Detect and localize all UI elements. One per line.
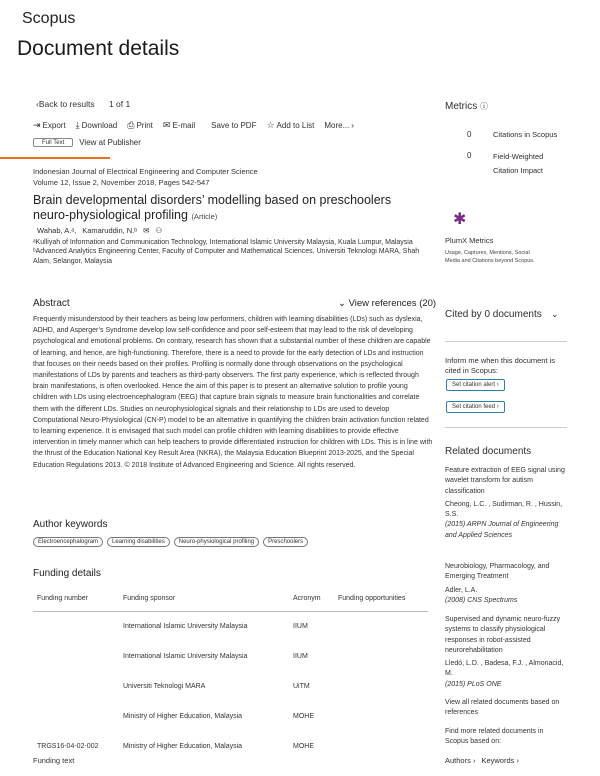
fwci-label-line: Field-Weighted bbox=[493, 152, 544, 161]
related-heading: Related documents bbox=[445, 446, 532, 457]
journal-info bbox=[33, 166, 258, 188]
scopus-brand[interactable]: Scopus bbox=[22, 10, 76, 27]
author-keywords-heading: Author keywords bbox=[33, 519, 108, 530]
export-button[interactable] bbox=[33, 120, 66, 131]
related-authors: Lledó, L.D. , Badesa, F.J. , Almonacid, M. bbox=[445, 660, 564, 678]
funding-number bbox=[33, 701, 119, 731]
view-all-related-link[interactable]: View all related documents based on references bbox=[445, 699, 560, 716]
funding-number: TRGS16-04-02-002 bbox=[37, 742, 99, 750]
authors bbox=[37, 226, 162, 235]
add-to-list-button[interactable] bbox=[266, 120, 314, 131]
plumx-heading[interactable]: PlumX Metrics bbox=[445, 236, 494, 245]
view-references-toggle[interactable] bbox=[338, 298, 436, 309]
related-title[interactable]: Supervised and dynamic neuro-fuzzy systems to classify physiological responses in robot-assisted neurorehabilitation bbox=[445, 616, 561, 654]
abstract-text: Frequently misunderstood by their teachers as being low performers, children with learning disabilities (LDs) such as dyslexia, ADHD, and Asperger’s Syndrome develop low self-confidence and poor self-esteem that may lead to the risk of developing psychological and emotional problems. On contrary, research has shown that a substantial number of these children are capable of learning, and hence, are high-functioning. Therefore, there is a need to provide for the early detection of LDs and instruction that focuses on their needs based on their profiles. Profiling is normally done through observations on the psychological manifestations of LDs by parents and teachers as third-party observers. The first party experience, which is reflected through brain manifestations, is often overlooked. Hence the aim of this paper is to present an alternative solution to profile young children with LDs using electroencephalogram (EEG) that capture brain signals to measure brain functionalities and correlate them with the different LDs. Studies on neurophysiological signals and their relationship to LDs are used to develop Computational Neuro-Physiological (CN-P) model to be an alternative in quantifying the children brain activation function related to learning experience. It is envisaged that such model can profile children with learning disabilities to provide effective intervention in timely manner which can help teachers to provide differentiated instruction for children with LDs. This is in line with the thrust of the Education National Key Result Area (NKRA), the Malaysia Education Blueprint 2013-2025, and the Special Education Regulations 2013. © 2018 Institute of Advanced Engineering and Science. All rights reserved. bbox=[33, 316, 433, 469]
alert-label: Set citation alert bbox=[452, 382, 496, 388]
journal-issue: Volume 12, Issue 2, November 2018, Pages 542-547 bbox=[33, 178, 210, 187]
funding-sponsor: Ministry of Higher Education, Malaysia bbox=[123, 742, 243, 750]
download-button[interactable] bbox=[76, 120, 118, 131]
find-more-links bbox=[445, 756, 519, 765]
plumx-icon[interactable]: ✱ bbox=[453, 211, 467, 228]
keyword-list bbox=[33, 537, 308, 547]
export-label: Export bbox=[42, 121, 66, 130]
view-at-publisher-link[interactable]: View at Publisher bbox=[79, 138, 141, 147]
opportunities bbox=[334, 611, 428, 641]
funding-number bbox=[33, 611, 119, 641]
related-title[interactable]: Neurobiology, Pharmacology, and Emerging Treatment bbox=[445, 563, 550, 581]
sidebar-divider bbox=[445, 341, 567, 342]
funding-sponsor: Universiti Teknologi MARA bbox=[123, 682, 206, 690]
email-button[interactable] bbox=[163, 120, 195, 131]
table-row bbox=[33, 641, 428, 671]
opportunities bbox=[334, 641, 428, 671]
acronym: UiTM bbox=[293, 682, 310, 690]
keyword-chip[interactable]: Learning disabilities bbox=[107, 537, 170, 547]
affiliations bbox=[33, 238, 433, 266]
view-refs-label: View references (20) bbox=[348, 298, 437, 309]
more-label: More... bbox=[324, 121, 350, 130]
funding-table bbox=[33, 587, 428, 761]
add-list-label: Add to List bbox=[276, 121, 315, 130]
authors-link[interactable]: Authors › bbox=[445, 756, 476, 765]
affiliation: ᵃKulliyah of Information and Communication Technology, International Islamic University Malaysia, Kuala Lumpur, Malaysia bbox=[33, 239, 413, 246]
column-header: Funding sponsor bbox=[119, 587, 289, 611]
person-icon[interactable]: ⚇ bbox=[155, 226, 163, 235]
table-header-row bbox=[33, 587, 428, 611]
related-authors: Adler, L.A. bbox=[445, 586, 478, 594]
opportunities bbox=[334, 671, 428, 701]
set-citation-alert-button[interactable]: Set citation alert › bbox=[446, 379, 505, 391]
fwci-label-line: Citation Impact bbox=[493, 166, 544, 175]
divider bbox=[0, 157, 110, 159]
funding-sponsor: International Islamic University Malaysia bbox=[123, 652, 248, 660]
email-label: E-mail bbox=[172, 121, 196, 130]
abstract-heading: Abstract bbox=[33, 298, 70, 309]
related-source bbox=[445, 596, 565, 606]
citations-label: Citations in Scopus bbox=[493, 130, 558, 139]
result-nav bbox=[36, 99, 136, 109]
authors-label: Authors bbox=[445, 756, 471, 765]
funding-sponsor: International Islamic University Malaysia bbox=[123, 622, 248, 630]
fwci-label bbox=[493, 150, 543, 178]
related-source bbox=[445, 680, 565, 690]
pager: 1 of 1 bbox=[108, 99, 131, 109]
metrics-label: Metrics bbox=[445, 101, 478, 112]
funding-text-heading: Funding text bbox=[33, 756, 75, 765]
download-label: Download bbox=[81, 121, 118, 130]
info-icon[interactable]: ⓘ bbox=[480, 102, 489, 111]
set-citation-feed-button[interactable]: Set citation feed › bbox=[446, 401, 505, 413]
opportunities bbox=[334, 731, 428, 761]
journal-name[interactable]: Indonesian Journal of Electrical Engineering and Computer Science bbox=[33, 167, 258, 176]
fwci-value: 0 bbox=[467, 151, 472, 160]
related-authors: Cheong, L.C. , Sudirman, R. , Hussin, S.S. bbox=[445, 500, 563, 519]
find-more-text: Find more related documents in Scopus based on: bbox=[445, 728, 544, 745]
keywords-link[interactable]: Keywords › bbox=[481, 756, 519, 765]
feed-label: Set citation feed bbox=[452, 404, 496, 410]
document-type: (Article) bbox=[191, 212, 218, 221]
acronym: IIUM bbox=[293, 622, 308, 630]
funding-sponsor: Ministry of Higher Education, Malaysia bbox=[123, 712, 243, 720]
table-row bbox=[33, 671, 428, 701]
plumx-description: Usage, Captures, Mentions, Social Media and Citations beyond Scopus. bbox=[445, 250, 535, 265]
column-header: Funding opportunities bbox=[334, 587, 428, 611]
cited-by-heading: Cited by 0 documents bbox=[445, 309, 542, 320]
inform-text: Inform me when this document is cited in Scopus: bbox=[445, 356, 556, 375]
metrics-heading bbox=[445, 101, 488, 112]
sidebar-divider bbox=[445, 427, 567, 428]
author-link[interactable]: Wahab, A.ᵃ, bbox=[37, 226, 77, 235]
related-title[interactable]: Feature extraction of EEG signal using wavelet transform for autism classification bbox=[445, 467, 565, 495]
opportunities bbox=[334, 701, 428, 731]
back-label: Back to results bbox=[38, 99, 95, 109]
export-icon: ⇥ bbox=[33, 120, 41, 130]
title-text: Brain developmental disorders’ modelling based on preschoolers neuro-physiological profiling bbox=[33, 193, 392, 222]
fulltext-row bbox=[33, 138, 141, 147]
download-icon: ⤓ bbox=[75, 120, 80, 130]
keyword-chip[interactable]: Neuro-physiological profiling bbox=[174, 537, 259, 547]
funding-heading: Funding details bbox=[33, 568, 101, 579]
print-button[interactable] bbox=[127, 120, 153, 131]
related-source-text: (2015) PLoS ONE bbox=[445, 680, 502, 688]
keyword-chip[interactable]: Preschoolers bbox=[263, 537, 308, 547]
related-source-text: (2015) ARPN Journal of Engineering and Applied Sciences bbox=[445, 521, 559, 539]
save-pdf-button[interactable]: Save to PDF bbox=[211, 121, 257, 130]
acronym: IIUM bbox=[293, 652, 308, 660]
table-row bbox=[33, 611, 428, 641]
related-source bbox=[445, 520, 565, 541]
chevron-down-icon[interactable]: ⌄ bbox=[551, 309, 559, 319]
related-item bbox=[445, 562, 565, 606]
funding-number bbox=[33, 641, 119, 671]
page-title: Document details bbox=[17, 37, 180, 60]
chevron-right-icon: › bbox=[351, 121, 354, 130]
funding-number bbox=[33, 671, 119, 701]
more-button[interactable] bbox=[324, 121, 354, 130]
related-source-text: (2008) CNS Spectrums bbox=[445, 596, 518, 604]
column-header: Funding number bbox=[33, 587, 119, 611]
column-header: Acronym bbox=[289, 587, 334, 611]
chevron-down-icon: ⌄ bbox=[338, 298, 349, 309]
related-item bbox=[445, 615, 565, 690]
acronym: MOHE bbox=[293, 712, 314, 720]
acronym: MOHE bbox=[293, 742, 314, 750]
citations-count: 0 bbox=[467, 130, 472, 139]
table-row bbox=[33, 731, 428, 761]
document-title bbox=[33, 193, 428, 224]
print-label: Print bbox=[136, 121, 153, 130]
toolbar bbox=[33, 120, 354, 131]
related-item bbox=[445, 466, 565, 541]
mail-icon: ✉ bbox=[162, 120, 171, 130]
keywords-label: Keywords bbox=[481, 756, 515, 765]
affiliation: ᵇAdvanced Analytics Engineering Center, Faculty of Computer and Mathematical Sciences, Universiti Teknologi MARA, Shah Alam, Selangor, Malaysia bbox=[33, 248, 420, 265]
back-to-results-link[interactable]: ‹Back to results bbox=[36, 99, 95, 109]
email-icon[interactable]: ✉ bbox=[143, 226, 150, 235]
full-text-button[interactable]: Full Text bbox=[33, 138, 73, 147]
author-link[interactable]: Kamaruddin, N.ᵇ bbox=[82, 226, 138, 235]
table-row bbox=[33, 701, 428, 731]
keyword-chip[interactable]: Electroencephalogram bbox=[33, 537, 103, 547]
star-icon: ☆ bbox=[266, 120, 275, 130]
print-icon: ⎙ bbox=[127, 120, 135, 130]
